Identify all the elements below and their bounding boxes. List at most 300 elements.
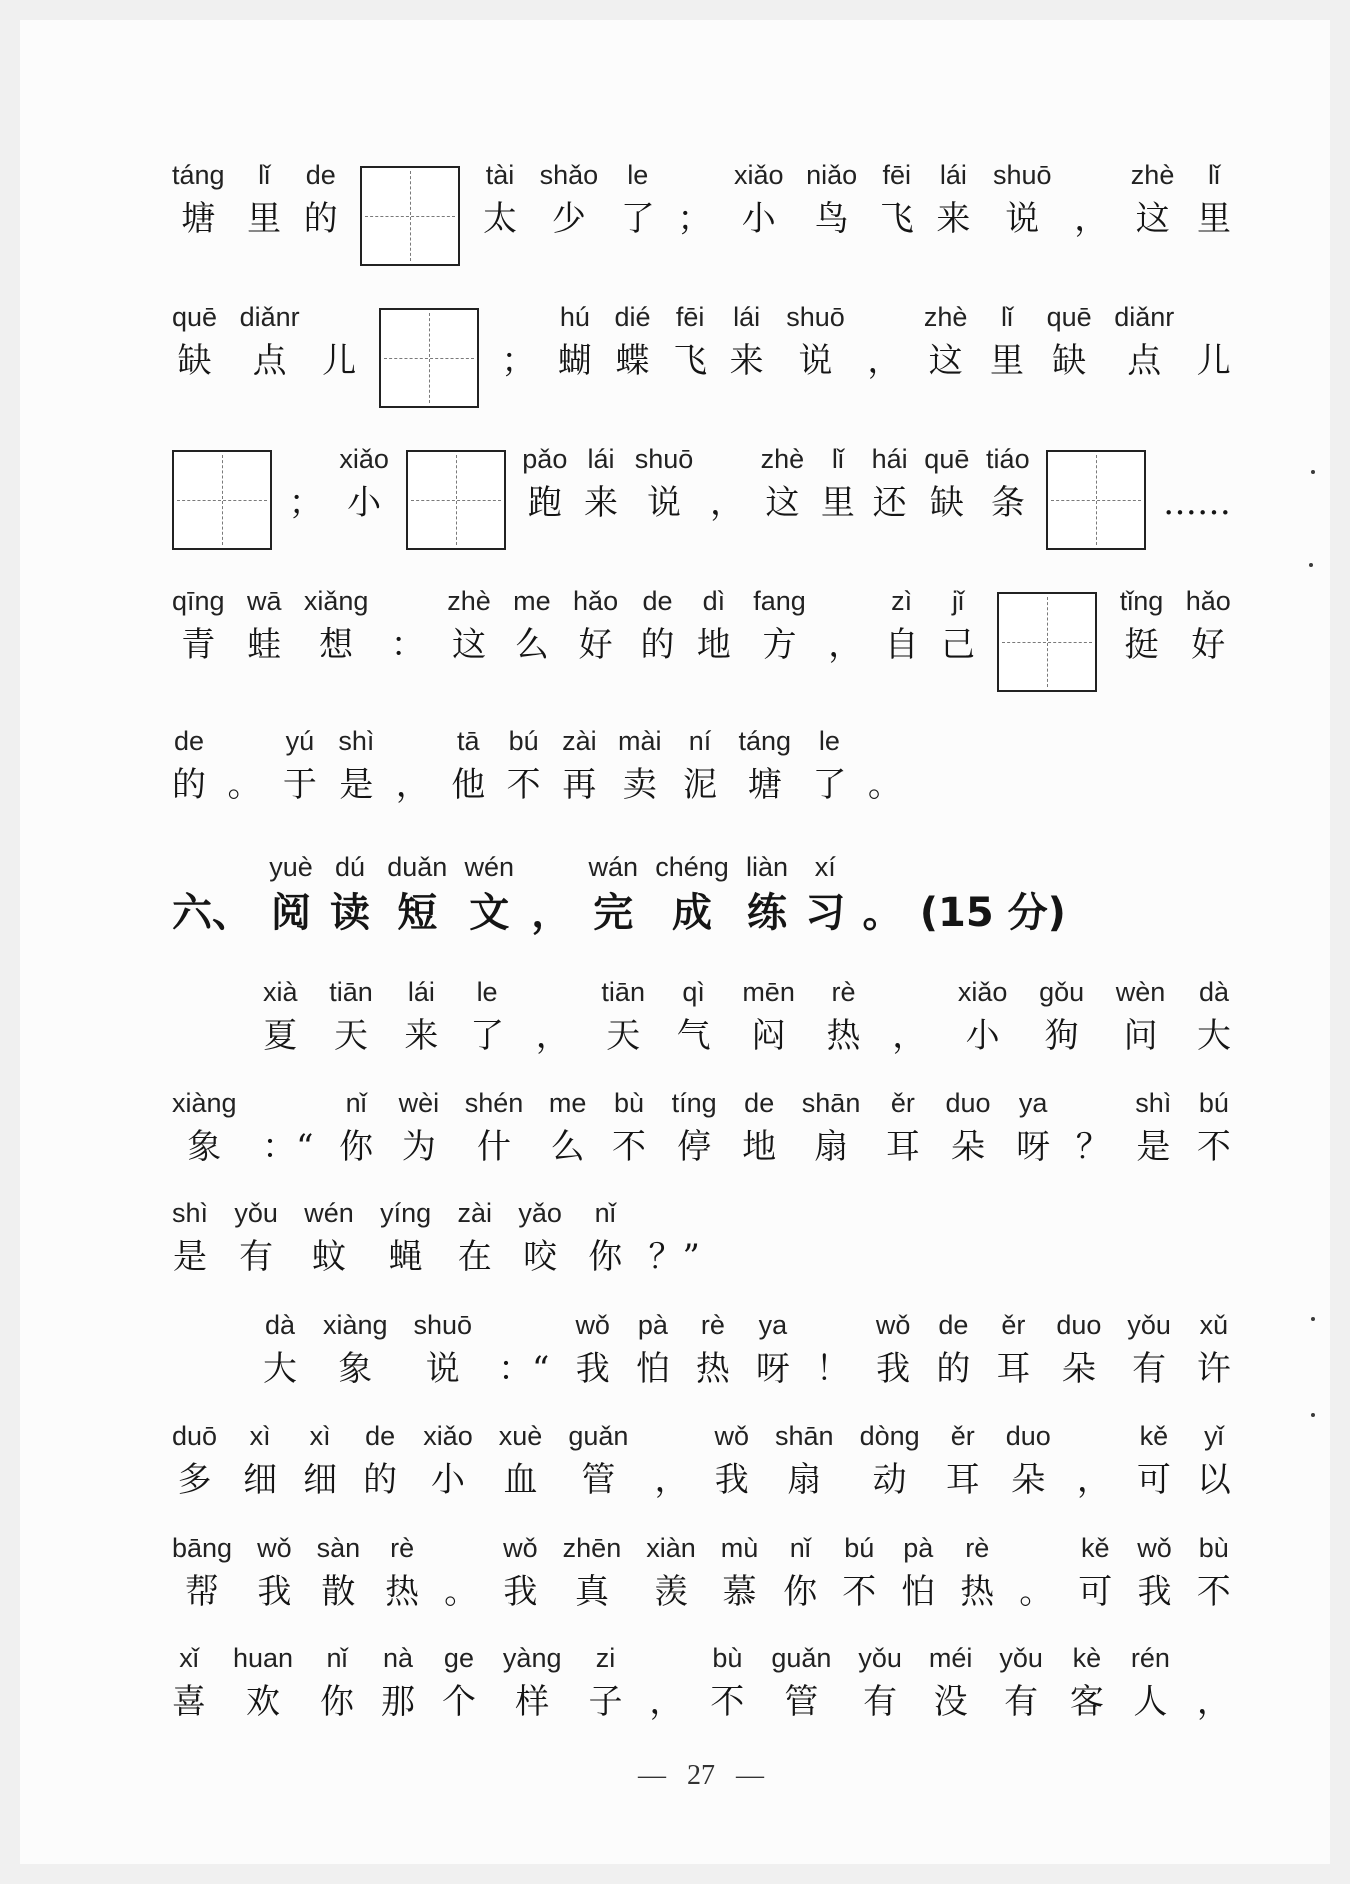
pinyin: xuè bbox=[498, 1421, 543, 1451]
pinyin: xiǎo bbox=[957, 977, 1008, 1007]
hanzi: 儿 bbox=[322, 341, 357, 381]
hanzi: 说 bbox=[798, 341, 833, 381]
pinyin: zi bbox=[595, 1643, 616, 1673]
story-line-1 bbox=[172, 158, 1231, 266]
hanzi: 挺 bbox=[1124, 625, 1159, 665]
pinyin: ěr bbox=[950, 1421, 975, 1451]
char-cell bbox=[672, 1086, 717, 1169]
char-cell bbox=[387, 850, 447, 937]
hanzi: 样 bbox=[515, 1682, 550, 1722]
pinyin: de bbox=[173, 726, 205, 756]
char-cell bbox=[289, 442, 323, 525]
char-cell bbox=[320, 1641, 354, 1724]
pinyin: rè bbox=[700, 1310, 725, 1340]
char-cell bbox=[568, 1419, 628, 1502]
char-cell bbox=[1163, 442, 1231, 525]
char-cell bbox=[677, 158, 711, 241]
pinyin: yú bbox=[285, 726, 315, 756]
char-cell bbox=[1197, 975, 1231, 1058]
char-cell bbox=[549, 1086, 587, 1169]
pinyin: wǒ bbox=[575, 1310, 610, 1340]
hanzi: 来 bbox=[729, 341, 764, 381]
hanzi: ， bbox=[1074, 199, 1109, 239]
char-cell bbox=[867, 300, 901, 383]
pinyin: shì bbox=[1135, 1088, 1172, 1118]
pinyin: tíng bbox=[671, 1088, 717, 1118]
pinyin: tài bbox=[485, 160, 515, 190]
hanzi: 热 bbox=[826, 1016, 861, 1056]
hanzi: 小 bbox=[430, 1460, 465, 1500]
scan-speck bbox=[1311, 1317, 1315, 1321]
passage-line bbox=[172, 1531, 1231, 1614]
hanzi: 文 bbox=[469, 890, 510, 936]
hanzi: 点 bbox=[1127, 341, 1162, 381]
scan-speck bbox=[1309, 563, 1313, 567]
hanzi: 说 bbox=[647, 483, 681, 523]
char-cell bbox=[385, 1531, 419, 1614]
char-cell bbox=[501, 300, 535, 383]
hanzi: 成 bbox=[672, 890, 712, 936]
hanzi: 六、 bbox=[172, 890, 252, 936]
hanzi: 里 bbox=[247, 199, 282, 239]
hanzi: 耳 bbox=[885, 1127, 920, 1167]
hanzi: 不 bbox=[710, 1682, 745, 1722]
hanzi: 来 bbox=[584, 483, 619, 523]
char-cell bbox=[303, 1419, 337, 1502]
hanzi: 。 bbox=[1019, 1572, 1054, 1612]
pinyin: yǒu bbox=[858, 1643, 902, 1673]
pinyin: xí bbox=[814, 852, 836, 882]
hanzi: 是 bbox=[339, 765, 374, 805]
char-cell bbox=[946, 1419, 980, 1502]
pinyin: wǒ bbox=[1137, 1533, 1172, 1563]
hanzi: 停 bbox=[677, 1127, 712, 1167]
pinyin: le bbox=[627, 160, 649, 190]
pinyin: nǐ bbox=[326, 1643, 348, 1673]
pinyin: jǐ bbox=[952, 586, 964, 616]
blank-writing-box bbox=[379, 308, 479, 408]
char-cell bbox=[990, 300, 1024, 383]
char-cell bbox=[573, 584, 618, 667]
pinyin: le bbox=[818, 726, 840, 756]
char-cell bbox=[635, 442, 694, 525]
char-cell bbox=[1070, 1641, 1104, 1724]
hanzi: 不 bbox=[506, 765, 541, 805]
char-cell bbox=[1074, 158, 1108, 241]
hanzi: 么 bbox=[550, 1127, 585, 1167]
hanzi: 再 bbox=[562, 765, 597, 805]
char-cell bbox=[391, 584, 425, 667]
hanzi: 飞 bbox=[879, 199, 914, 239]
pinyin: xiǎo bbox=[423, 1421, 473, 1451]
hanzi: 呀 bbox=[755, 1349, 790, 1389]
char-cell bbox=[1056, 1308, 1101, 1391]
char-cell bbox=[860, 1419, 920, 1502]
char-cell bbox=[960, 1531, 994, 1614]
pinyin: lǐ bbox=[258, 160, 271, 190]
pinyin: shuō bbox=[634, 444, 694, 474]
pinyin: nà bbox=[382, 1643, 413, 1673]
pinyin: rè bbox=[831, 977, 856, 1007]
hanzi: 狗 bbox=[1044, 1016, 1079, 1056]
scan-speck bbox=[1311, 1413, 1315, 1417]
hanzi: 大 bbox=[1197, 1016, 1231, 1056]
hanzi: ； bbox=[288, 483, 323, 523]
char-cell bbox=[677, 975, 711, 1058]
char-cell bbox=[601, 975, 645, 1058]
pinyin: diǎnr bbox=[239, 302, 300, 332]
char-cell bbox=[240, 300, 300, 383]
char-cell bbox=[414, 1308, 473, 1391]
char-cell bbox=[172, 158, 225, 241]
hanzi: 没 bbox=[933, 1682, 968, 1722]
hanzi: 少 bbox=[551, 199, 586, 239]
hanzi: 好 bbox=[578, 625, 613, 665]
hanzi: 扇 bbox=[814, 1127, 849, 1167]
pinyin: duo bbox=[945, 1088, 991, 1118]
pinyin: xiǎng bbox=[303, 586, 369, 616]
char-cell bbox=[618, 724, 662, 807]
hanzi: 蝇 bbox=[388, 1237, 423, 1277]
hanzi: 那 bbox=[380, 1682, 415, 1722]
pinyin: xì bbox=[249, 1421, 271, 1451]
pinyin: tiān bbox=[329, 977, 373, 1007]
hanzi: 我 bbox=[714, 1460, 749, 1500]
char-cell bbox=[263, 975, 298, 1058]
pinyin: yàng bbox=[502, 1643, 562, 1673]
char-cell bbox=[269, 850, 313, 937]
pinyin: qì bbox=[682, 977, 705, 1007]
char-cell bbox=[753, 584, 806, 667]
hanzi: 这 bbox=[765, 483, 800, 523]
hanzi: ， bbox=[654, 1460, 689, 1500]
char-cell bbox=[172, 1419, 217, 1502]
pinyin: méi bbox=[928, 1643, 973, 1673]
char-cell bbox=[442, 1641, 476, 1724]
pinyin: duǎn bbox=[387, 852, 448, 882]
char-cell bbox=[936, 158, 970, 241]
pinyin: zài bbox=[457, 1198, 492, 1228]
hanzi: 。 bbox=[867, 765, 902, 805]
char-cell bbox=[812, 724, 846, 807]
char-cell bbox=[1076, 1086, 1110, 1169]
pinyin: shuō bbox=[786, 302, 845, 332]
char-cell bbox=[771, 1641, 831, 1724]
hanzi: 夏 bbox=[263, 1016, 298, 1056]
pinyin: dà bbox=[264, 1310, 296, 1340]
pinyin: liàn bbox=[746, 852, 789, 882]
hanzi: 地 bbox=[696, 625, 731, 665]
pinyin: wǒ bbox=[714, 1421, 749, 1451]
hanzi: 许 bbox=[1196, 1349, 1231, 1389]
hanzi: 有 bbox=[1004, 1682, 1039, 1722]
hanzi: 这 bbox=[928, 341, 963, 381]
pinyin: tǐng bbox=[1119, 586, 1164, 616]
char-cell bbox=[738, 724, 791, 807]
hanzi: 为 bbox=[401, 1127, 436, 1167]
pinyin: kè bbox=[1072, 1643, 1102, 1673]
hanzi: 卖 bbox=[622, 765, 657, 805]
char-cell bbox=[317, 1531, 361, 1614]
char-cell bbox=[503, 1641, 562, 1724]
pinyin: fēi bbox=[882, 160, 912, 190]
pinyin: bú bbox=[844, 1533, 875, 1563]
pinyin: ya bbox=[1018, 1088, 1048, 1118]
pinyin: pà bbox=[637, 1310, 668, 1340]
hanzi: 小 bbox=[347, 483, 382, 523]
char-cell bbox=[1114, 300, 1174, 383]
char-cell bbox=[563, 1531, 622, 1614]
pinyin: táng bbox=[172, 160, 225, 190]
char-cell bbox=[827, 975, 861, 1058]
char-cell bbox=[805, 850, 845, 937]
hanzi: 多 bbox=[177, 1460, 212, 1500]
pinyin: kě bbox=[1139, 1421, 1169, 1451]
pinyin: dà bbox=[1198, 977, 1230, 1007]
hanzi: 这 bbox=[451, 625, 486, 665]
char-cell bbox=[710, 442, 744, 525]
pinyin: shǎo bbox=[539, 160, 599, 190]
pinyin: qīng bbox=[172, 586, 225, 616]
hanzi: 青 bbox=[181, 625, 216, 665]
pinyin: wèn bbox=[1115, 977, 1166, 1007]
char-cell bbox=[172, 584, 225, 667]
char-cell bbox=[483, 158, 517, 241]
char-cell bbox=[380, 1196, 431, 1279]
char-cell bbox=[683, 724, 717, 807]
char-cell bbox=[1186, 584, 1231, 667]
pinyin: ya bbox=[758, 1310, 788, 1340]
char-cell bbox=[172, 1531, 232, 1614]
hanzi: 来 bbox=[936, 199, 971, 239]
char-cell bbox=[1120, 584, 1164, 667]
hanzi: 我 bbox=[876, 1349, 911, 1389]
passage-line bbox=[172, 1641, 1231, 1724]
hanzi: 了 bbox=[470, 1016, 505, 1056]
hanzi: ； bbox=[677, 199, 712, 239]
pinyin: táng bbox=[738, 726, 791, 756]
char-cell bbox=[470, 975, 504, 1058]
pinyin: wèi bbox=[398, 1088, 440, 1118]
pinyin: zài bbox=[562, 726, 597, 756]
hanzi: 可 bbox=[1078, 1572, 1113, 1612]
hanzi: 这 bbox=[1135, 199, 1170, 239]
pinyin: de bbox=[642, 586, 673, 616]
char-cell bbox=[886, 1086, 920, 1169]
hanzi: 自 bbox=[884, 625, 919, 665]
char-cell bbox=[986, 442, 1030, 525]
pinyin: yǒu bbox=[999, 1643, 1043, 1673]
char-cell bbox=[655, 850, 729, 937]
hanzi: 蛙 bbox=[247, 625, 282, 665]
pinyin: sàn bbox=[316, 1533, 361, 1563]
char-cell bbox=[1197, 158, 1231, 241]
pinyin: shuō bbox=[413, 1310, 473, 1340]
char-cell bbox=[775, 1419, 834, 1502]
char-cell bbox=[1197, 1308, 1231, 1391]
hanzi: 我 bbox=[1137, 1572, 1172, 1612]
pinyin: de bbox=[305, 160, 336, 190]
hanzi: 朵 bbox=[1061, 1349, 1096, 1389]
hanzi: 塘 bbox=[747, 765, 782, 805]
char-cell bbox=[872, 442, 908, 525]
char-cell bbox=[339, 1086, 373, 1169]
char-cell bbox=[885, 584, 919, 667]
pinyin: de bbox=[365, 1421, 396, 1451]
hanzi: 他 bbox=[451, 765, 486, 805]
char-cell bbox=[1078, 1531, 1112, 1614]
story-line-5 bbox=[172, 724, 902, 807]
hanzi: 帮 bbox=[185, 1572, 220, 1612]
char-cell bbox=[588, 850, 638, 937]
char-cell bbox=[447, 584, 491, 667]
pinyin: xiǎo bbox=[339, 444, 389, 474]
pinyin: yǎo bbox=[518, 1198, 562, 1228]
hanzi: 个 bbox=[441, 1682, 476, 1722]
hanzi: 问 bbox=[1123, 1016, 1158, 1056]
hanzi: 练 bbox=[747, 890, 788, 936]
hanzi: 慕 bbox=[722, 1572, 757, 1612]
blank-writing-box bbox=[406, 450, 506, 550]
hanzi: 小 bbox=[965, 1016, 1000, 1056]
char-cell bbox=[1006, 1419, 1051, 1502]
hanzi: (15 分) bbox=[919, 890, 1066, 936]
blank-writing-box bbox=[360, 166, 460, 266]
hanzi: 动 bbox=[872, 1460, 907, 1500]
char-cell bbox=[862, 850, 902, 937]
pinyin: bāng bbox=[172, 1533, 233, 1563]
pinyin: lái bbox=[407, 977, 435, 1007]
hanzi: 耳 bbox=[996, 1349, 1031, 1389]
pinyin: shén bbox=[464, 1088, 524, 1118]
hanzi: 咬 bbox=[523, 1237, 558, 1277]
hanzi: 天 bbox=[333, 1016, 368, 1056]
char-cell bbox=[1197, 300, 1231, 383]
char-cell bbox=[721, 1531, 759, 1614]
char-cell bbox=[802, 1086, 861, 1169]
pinyin: yǐ bbox=[1204, 1421, 1224, 1451]
passage-line bbox=[263, 1308, 1231, 1391]
pinyin: mài bbox=[618, 726, 662, 756]
pinyin: wǒ bbox=[875, 1310, 911, 1340]
pinyin: de bbox=[744, 1088, 775, 1118]
hanzi: 缺 bbox=[177, 341, 212, 381]
hanzi: ， bbox=[1196, 1682, 1231, 1722]
hanzi: 呀 bbox=[1016, 1127, 1051, 1167]
char-cell bbox=[1131, 1641, 1170, 1724]
char-cell bbox=[257, 1531, 292, 1614]
char-cell bbox=[465, 1086, 524, 1169]
hanzi: 热 bbox=[695, 1349, 730, 1389]
char-cell bbox=[330, 850, 370, 937]
pinyin: yíng bbox=[380, 1198, 432, 1228]
char-cell bbox=[423, 1419, 473, 1502]
char-cell bbox=[507, 724, 541, 807]
char-cell bbox=[172, 1196, 208, 1279]
hanzi: 不 bbox=[612, 1127, 646, 1167]
hanzi: 塘 bbox=[181, 199, 216, 239]
char-cell bbox=[958, 975, 1008, 1058]
char-cell bbox=[399, 1086, 440, 1169]
hanzi: 大 bbox=[263, 1349, 297, 1389]
pinyin: yǒu bbox=[1127, 1310, 1171, 1340]
pinyin: wǒ bbox=[257, 1533, 292, 1563]
char-cell bbox=[858, 1641, 902, 1724]
hanzi: 蚊 bbox=[312, 1237, 346, 1277]
char-cell bbox=[646, 1531, 696, 1614]
char-cell bbox=[247, 158, 281, 241]
char-cell bbox=[734, 158, 784, 241]
char-cell bbox=[1197, 1419, 1231, 1502]
char-cell bbox=[1116, 975, 1166, 1058]
pinyin: bù bbox=[712, 1643, 743, 1673]
hanzi: ， bbox=[867, 341, 902, 381]
hanzi: 己 bbox=[941, 625, 975, 665]
pinyin: lái bbox=[939, 160, 967, 190]
char-cell bbox=[714, 1419, 749, 1502]
story-line-2 bbox=[172, 300, 1231, 408]
hanzi: 象 bbox=[187, 1127, 222, 1167]
hanzi: 。 bbox=[227, 765, 262, 805]
hanzi: 散 bbox=[321, 1572, 356, 1612]
char-cell bbox=[880, 158, 914, 241]
pinyin: hái bbox=[871, 444, 908, 474]
hanzi: 细 bbox=[303, 1460, 338, 1500]
char-cell bbox=[329, 975, 373, 1058]
pinyin: dì bbox=[702, 586, 726, 616]
char-cell bbox=[234, 1196, 278, 1279]
hanzi: 条 bbox=[990, 483, 1025, 523]
char-cell bbox=[828, 584, 862, 667]
pinyin: nǐ bbox=[345, 1088, 367, 1118]
hanzi: 还 bbox=[872, 483, 907, 523]
char-cell bbox=[612, 1086, 646, 1169]
char-cell bbox=[588, 1641, 622, 1724]
char-cell bbox=[1137, 1531, 1172, 1614]
char-cell bbox=[451, 724, 485, 807]
pinyin: mēn bbox=[742, 977, 795, 1007]
hanzi: ， bbox=[709, 483, 744, 523]
char-cell bbox=[444, 1531, 478, 1614]
pinyin: quē bbox=[924, 444, 970, 474]
hanzi: 地 bbox=[742, 1127, 777, 1167]
pinyin: bù bbox=[1198, 1533, 1229, 1563]
section-heading bbox=[172, 850, 1066, 937]
char-cell bbox=[172, 850, 252, 937]
pinyin: diǎnr bbox=[1114, 302, 1175, 332]
hanzi: 不 bbox=[1196, 1572, 1231, 1612]
pinyin: shì bbox=[172, 1198, 209, 1228]
hanzi: 人 bbox=[1133, 1682, 1168, 1722]
hanzi: 的 bbox=[303, 199, 338, 239]
char-cell bbox=[304, 158, 338, 241]
char-cell bbox=[262, 1086, 313, 1169]
pinyin: wā bbox=[246, 586, 282, 616]
pinyin: rén bbox=[1130, 1643, 1170, 1673]
char-cell bbox=[868, 724, 902, 807]
char-cell bbox=[233, 1641, 293, 1724]
hanzi: ， bbox=[531, 890, 572, 936]
hanzi: 缺 bbox=[929, 483, 964, 523]
char-cell bbox=[247, 584, 282, 667]
char-cell bbox=[396, 724, 430, 807]
pinyin: pà bbox=[903, 1533, 934, 1563]
pinyin: me bbox=[513, 586, 551, 616]
hanzi: 点 bbox=[252, 341, 287, 381]
pinyin: ěr bbox=[890, 1088, 915, 1118]
char-cell bbox=[172, 1086, 237, 1169]
char-cell bbox=[783, 1531, 817, 1614]
